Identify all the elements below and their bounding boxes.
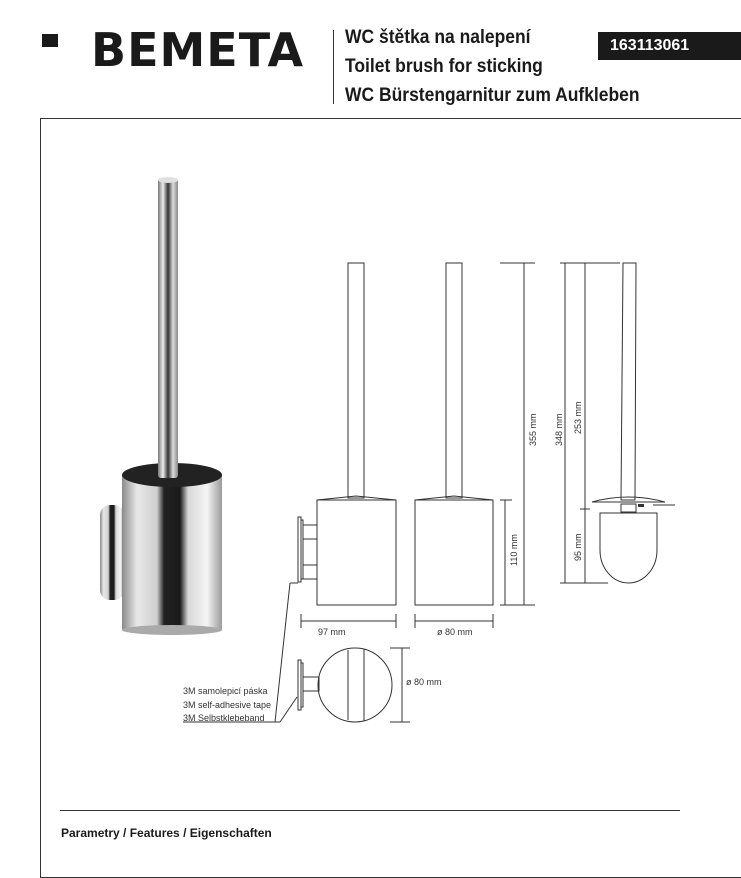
line-drawings [183, 263, 675, 722]
product-code-badge: 163113061 [598, 32, 741, 60]
dim-depth: 97 mm [318, 627, 346, 637]
dim-total-height: 355 mm [528, 413, 538, 446]
dim-diameter-top: ø 80 mm [406, 677, 442, 687]
section-rule [60, 810, 680, 811]
dim-handle-length: 253 mm [573, 401, 583, 434]
dim-brush-length: 348 mm [554, 413, 564, 446]
title-de: WC Bürstengarnitur zum Aufkleben [345, 85, 640, 106]
title-cz: WC štětka na nalepení [345, 27, 531, 48]
product-photo [100, 177, 222, 635]
tape-label-cz: 3M samolepicí páska [183, 686, 268, 696]
dim-container-height: 110 mm [509, 534, 519, 566]
brand-logo: BEMETA [40, 23, 305, 77]
dim-diameter: ø 80 mm [437, 627, 473, 637]
features-heading: Parametry / Features / Eigenschaften [61, 826, 272, 840]
title-en: Toilet brush for sticking [345, 56, 543, 77]
dim-head-length: 95 mm [573, 533, 583, 561]
tape-label-de: 3M Selbstklebeband [183, 713, 265, 723]
tape-label-en: 3M self-adhesive tape [183, 700, 272, 710]
